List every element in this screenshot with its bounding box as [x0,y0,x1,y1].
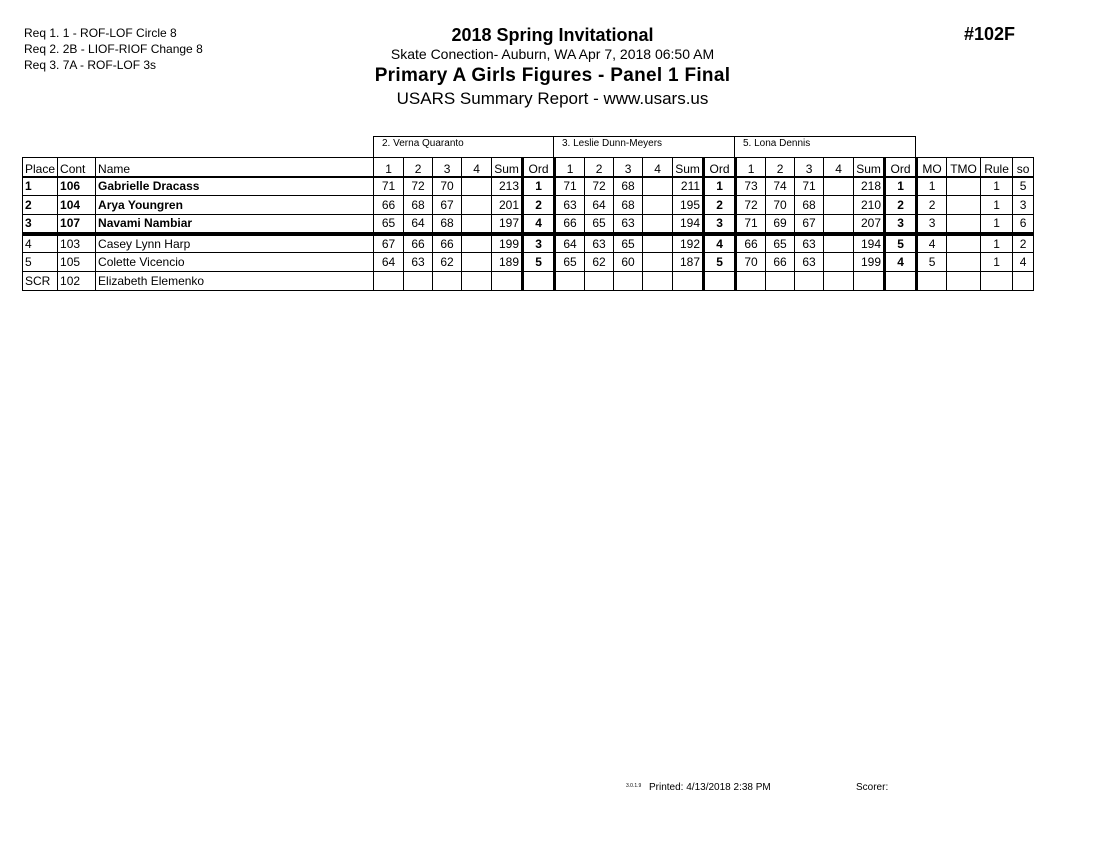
col-j2-2: 2 [585,158,614,177]
judge-1-score-4 [462,177,492,196]
judge-2-score-4 [643,253,673,272]
judge-3-score-2: 65 [766,234,795,253]
judge-1-score-4 [462,234,492,253]
header-row [23,158,1034,177]
judge-2-score-2: 65 [585,215,614,234]
judge-1-ordinal: 2 [523,196,555,215]
mo-cell: 3 [917,215,947,234]
col-j1-1: 1 [374,158,404,177]
judge-3-score-1: 73 [736,177,766,196]
results-table [22,157,1034,291]
so-cell: 4 [1013,253,1034,272]
judge-3-score-3 [795,272,824,291]
judge-1-score-4 [462,272,492,291]
judge-2-sum [673,272,704,291]
judge-2-ordinal: 1 [704,177,736,196]
judge-2-sum: 187 [673,253,704,272]
tmo-cell [947,215,981,234]
place-cell: 1 [23,177,58,196]
place-cell: 5 [23,253,58,272]
col-j2-4: 4 [643,158,673,177]
rule-cell: 1 [981,234,1013,253]
requirements-list [24,25,203,73]
cont-cell: 103 [58,234,96,253]
venue-date: Skate Conection- Auburn, WA Apr 7, 2018 06:50 AM [390,46,715,62]
col-j3-4: 4 [824,158,854,177]
requirement-1: Req 1. 1 - ROF-LOF Circle 8 [24,26,177,40]
judge-1-score-4 [462,215,492,234]
judge-1-score-3: 62 [433,253,462,272]
col-cont: Cont [58,158,96,177]
judge-2-score-2: 64 [585,196,614,215]
judge-2-score-3: 65 [614,234,643,253]
judge-2-score-1: 63 [555,196,585,215]
col-j2-1: 1 [555,158,585,177]
judge-header-1: 2. Verna Quaranto [373,136,554,157]
mo-cell: 4 [917,234,947,253]
judge-1-score-1: 64 [374,253,404,272]
judge-3-score-4 [824,272,854,291]
col-j3-2: 2 [766,158,795,177]
judge-3-ordinal [885,272,917,291]
judge-3-ordinal: 1 [885,177,917,196]
so-cell [1013,272,1034,291]
judge-3-score-3: 71 [795,177,824,196]
name-cell: Gabrielle Dracass [96,177,374,196]
judge-2-score-4 [643,177,673,196]
judge-1-score-3: 67 [433,196,462,215]
col-j3-1: 1 [736,158,766,177]
scorer-label: Scorer: [856,782,889,793]
col-j3-ord: Ord [885,158,917,177]
requirement-3: Req 3. 7A - ROF-LOF 3s [24,58,157,72]
cont-cell: 105 [58,253,96,272]
event-title: Primary A Girls Figures - Panel 1 Final [374,65,731,86]
col-j2-ord: Ord [704,158,736,177]
cont-cell: 104 [58,196,96,215]
judge-1-score-4 [462,196,492,215]
judge-3-sum: 194 [854,234,885,253]
judge-2-score-1 [555,272,585,291]
judge-2-score-1: 71 [555,177,585,196]
table-row [23,215,1034,234]
judge-2-score-3: 68 [614,177,643,196]
judge-1-score-1: 66 [374,196,404,215]
judge-2-score-2 [585,272,614,291]
name-cell: Navami Nambiar [96,215,374,234]
judge-3-score-1 [736,272,766,291]
col-j1-ord: Ord [523,158,555,177]
mo-cell [917,272,947,291]
col-so: so [1013,158,1034,177]
judge-2-ordinal: 3 [704,215,736,234]
judge-2-sum: 195 [673,196,704,215]
judge-3-ordinal: 3 [885,215,917,234]
judge-2-score-3: 68 [614,196,643,215]
judge-2-score-4 [643,196,673,215]
printed-date: Printed: 4/13/2018 2:38 PM [649,782,771,793]
judge-2-sum: 194 [673,215,704,234]
so-cell: 3 [1013,196,1034,215]
judge-1-score-3: 68 [433,215,462,234]
col-j1-sum: Sum [492,158,523,177]
judge-2-ordinal [704,272,736,291]
judge-3-ordinal: 2 [885,196,917,215]
judge-3-score-1: 72 [736,196,766,215]
judge-3-score-2: 70 [766,196,795,215]
judge-1-score-2: 68 [404,196,433,215]
col-mo: MO [917,158,947,177]
so-cell: 5 [1013,177,1034,196]
judge-1-score-1 [374,272,404,291]
judge-header-2: 3. Leslie Dunn-Meyers [553,136,735,157]
table-row [23,253,1034,272]
judge-2-score-1: 66 [555,215,585,234]
report-type: USARS Summary Report - www.usars.us [396,89,709,108]
col-j3-3: 3 [795,158,824,177]
mo-cell: 1 [917,177,947,196]
judge-2-ordinal: 2 [704,196,736,215]
judge-2-score-1: 65 [555,253,585,272]
judge-1-score-3: 66 [433,234,462,253]
rule-cell: 1 [981,253,1013,272]
table-row [23,234,1034,253]
judge-2-sum: 211 [673,177,704,196]
judge-2-score-3 [614,272,643,291]
judge-3-ordinal: 4 [885,253,917,272]
judge-1-score-1: 65 [374,215,404,234]
judge-3-score-2: 69 [766,215,795,234]
judge-3-score-3: 67 [795,215,824,234]
table-row [23,272,1034,291]
table-row [23,177,1034,196]
col-rule: Rule [981,158,1013,177]
judge-2-score-4 [643,215,673,234]
judge-1-sum: 199 [492,234,523,253]
judge-3-score-3: 63 [795,234,824,253]
judge-3-score-2: 74 [766,177,795,196]
judge-1-score-2: 66 [404,234,433,253]
judge-1-sum: 197 [492,215,523,234]
cont-cell: 106 [58,177,96,196]
judge-1-sum: 201 [492,196,523,215]
judge-3-sum: 207 [854,215,885,234]
judge-3-score-4 [824,177,854,196]
judge-1-ordinal: 4 [523,215,555,234]
judge-3-score-3: 63 [795,253,824,272]
judge-3-score-4 [824,234,854,253]
tmo-cell [947,272,981,291]
place-cell: 4 [23,234,58,253]
judge-3-sum: 210 [854,196,885,215]
judge-1-score-2 [404,272,433,291]
col-name: Name [96,158,374,177]
rule-cell: 1 [981,177,1013,196]
judge-1-score-3 [433,272,462,291]
judge-3-sum: 218 [854,177,885,196]
judge-1-score-2: 63 [404,253,433,272]
judge-3-sum: 199 [854,253,885,272]
judge-3-score-2 [766,272,795,291]
name-cell: Elizabeth Elemenko [96,272,374,291]
judge-3-sum [854,272,885,291]
competition-title: 2018 Spring Invitational [451,25,654,45]
tmo-cell [947,196,981,215]
judge-2-ordinal: 4 [704,234,736,253]
report-header [300,24,805,110]
judge-2-score-3: 60 [614,253,643,272]
place-cell: 2 [23,196,58,215]
judge-2-score-1: 64 [555,234,585,253]
event-number: #102F [964,24,1016,44]
col-j1-4: 4 [462,158,492,177]
col-j2-3: 3 [614,158,643,177]
table-row [23,196,1034,215]
judge-1-score-2: 64 [404,215,433,234]
col-tmo: TMO [947,158,981,177]
rule-cell: 1 [981,196,1013,215]
cont-cell: 102 [58,272,96,291]
so-cell: 6 [1013,215,1034,234]
col-j1-2: 2 [404,158,433,177]
judge-3-score-4 [824,215,854,234]
col-place: Place [23,158,58,177]
judge-2-score-4 [643,234,673,253]
so-cell: 2 [1013,234,1034,253]
version-number: 3.0.1.9 [626,783,642,789]
tmo-cell [947,177,981,196]
judge-1-sum: 213 [492,177,523,196]
judge-2-score-4 [643,272,673,291]
judge-2-score-3: 63 [614,215,643,234]
tmo-cell [947,253,981,272]
mo-cell: 2 [917,196,947,215]
rule-cell [981,272,1013,291]
judge-3-score-1: 66 [736,234,766,253]
col-j1-3: 3 [433,158,462,177]
judge-1-score-3: 70 [433,177,462,196]
judge-1-ordinal: 1 [523,177,555,196]
judge-1-ordinal: 5 [523,253,555,272]
judge-1-score-1: 71 [374,177,404,196]
judge-1-score-2: 72 [404,177,433,196]
requirement-2: Req 2. 2B - LIOF-RIOF Change 8 [24,42,203,56]
mo-cell: 5 [917,253,947,272]
judge-3-score-3: 68 [795,196,824,215]
judge-1-sum [492,272,523,291]
judge-header-3: 5. Lona Dennis [734,136,916,157]
judge-2-sum: 192 [673,234,704,253]
tmo-cell [947,234,981,253]
judge-2-score-2: 72 [585,177,614,196]
cont-cell: 107 [58,215,96,234]
judge-3-score-1: 71 [736,215,766,234]
rule-cell: 1 [981,215,1013,234]
judge-3-ordinal: 5 [885,234,917,253]
place-cell: SCR [23,272,58,291]
judge-2-score-2: 63 [585,234,614,253]
judge-2-ordinal: 5 [704,253,736,272]
col-j3-sum: Sum [854,158,885,177]
judge-3-score-2: 66 [766,253,795,272]
judge-1-score-4 [462,253,492,272]
name-cell: Arya Youngren [96,196,374,215]
col-j2-sum: Sum [673,158,704,177]
name-cell: Casey Lynn Harp [96,234,374,253]
judge-2-score-2: 62 [585,253,614,272]
judge-1-score-1: 67 [374,234,404,253]
name-cell: Colette Vicencio [96,253,374,272]
judge-1-sum: 189 [492,253,523,272]
judge-3-score-4 [824,196,854,215]
judge-3-score-1: 70 [736,253,766,272]
judge-1-ordinal [523,272,555,291]
judge-3-score-4 [824,253,854,272]
place-cell: 3 [23,215,58,234]
judge-1-ordinal: 3 [523,234,555,253]
